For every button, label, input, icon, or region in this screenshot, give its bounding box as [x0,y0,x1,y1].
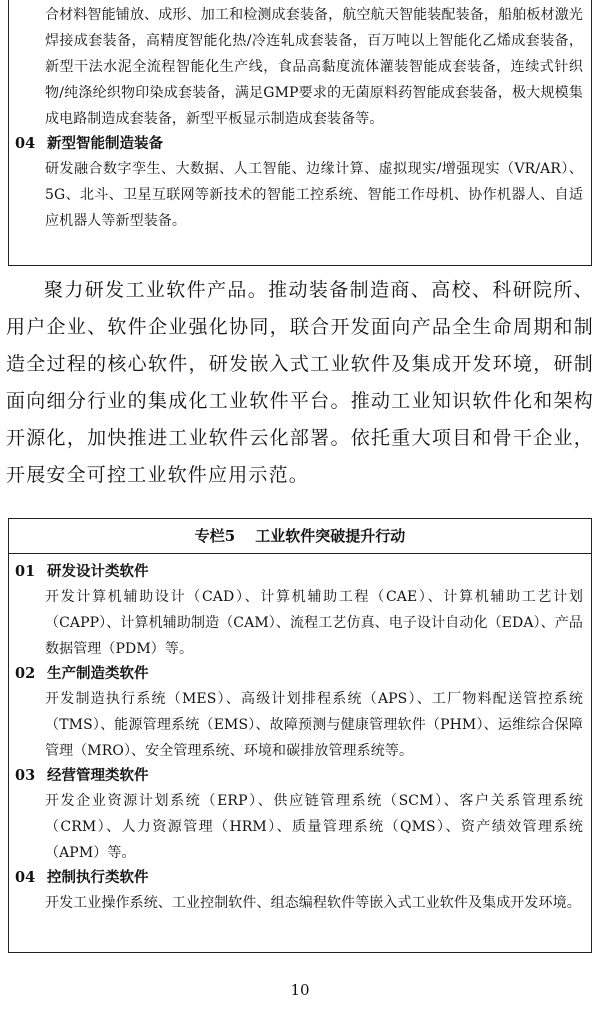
column-title-text: 工业软件突破提升行动 [255,527,406,545]
column-label: 专栏5 [194,527,236,545]
item-heading [15,132,591,156]
page-number: 10 [290,981,310,999]
item-text: 开发企业资源计划系统（ERP）、供应链管理系统（SCM）、客户关系管理系统（CRM）、人力资源管理（HRM）、质量管理系统（QMS）、资产绩效管理系统（APM）等。 [45,793,583,861]
item-text: 开发制造执行系统（MES）、高级计划排程系统（APS）、工厂物料配送管控系统（TMS）、能源管理系统（EMS）、故障预测与健康管理软件（PHM）、运维综合保障管理（MRO）、安全管理系统、环境和碳排放管理系统等。 [45,691,583,759]
item-title: 控制执行类软件 [47,869,149,886]
column-title [9,519,591,554]
item-number: 04 [15,869,36,886]
item-heading [15,764,591,788]
item-heading [15,560,591,584]
item-title: 研发设计类软件 [47,563,149,580]
item-title: 新型智能制造装备 [47,135,163,152]
item-text: 研发融合数字孪生、大数据、人工智能、边缘计算、虚拟现实/增强现实（VR/AR）、5G、北斗、卫星互联网等新技术的智能工控系统、智能工作母机、协作机器人、自适应机器人等新型装备。 [45,161,583,229]
item-text: 开发计算机辅助设计（CAD）、计算机辅助工程（CAE）、计算机辅助工艺计划（CAPP）、计算机辅助制造（CAM）、流程工艺仿真、电子设计自动化（EDA）、产品数据管理（PDM）等。 [45,589,583,657]
item-heading [15,662,591,686]
item-heading [15,866,591,890]
item-text: 开发工业操作系统、工业控制软件、组态编程软件等嵌入式工业软件及集成开发环境。 [45,895,581,911]
item-number: 02 [15,665,36,682]
item-title: 经营管理类软件 [47,767,149,784]
body-paragraph: 聚力研发工业软件产品。推动装备制造商、高校、科研院所、用户企业、软件企业强化协同，联合开发面向产品全生命周期和制造全过程的核心软件，研发嵌入式工业软件及集成开发环境，研制面向细分行业的集成化工业软件平台。推动工业知识软件化和架构开源化，加快推进工业软件云化部署。依托重大项目和骨干企业，开展安全可控工业软件应用示范。 [6,279,594,486]
equipment-column-box-continued [8,0,592,266]
item-number: 03 [15,767,36,784]
item-number: 01 [15,563,36,580]
item-number: 04 [15,135,36,152]
item-title: 生产制造类软件 [47,665,149,682]
continuation-text: 合材料智能铺放、成形、加工和检测成套装备，航空航天智能装配装备，船舶板材激光焊接成套装备，高精度智能化热/冷连轧成套装备，百万吨以上智能化乙烯成套装备，新型干法水泥全流程智能化生产线，食品高黏度流体灌装智能成套装备，连续式针织物/纯涤纶织物印染成套装备，满足GMP要求的无菌原料药智能成套装备，极大规模集成电路制造成套装备，新型平板显示制造成套装备等。 [45,7,583,127]
column5-box [8,518,592,953]
